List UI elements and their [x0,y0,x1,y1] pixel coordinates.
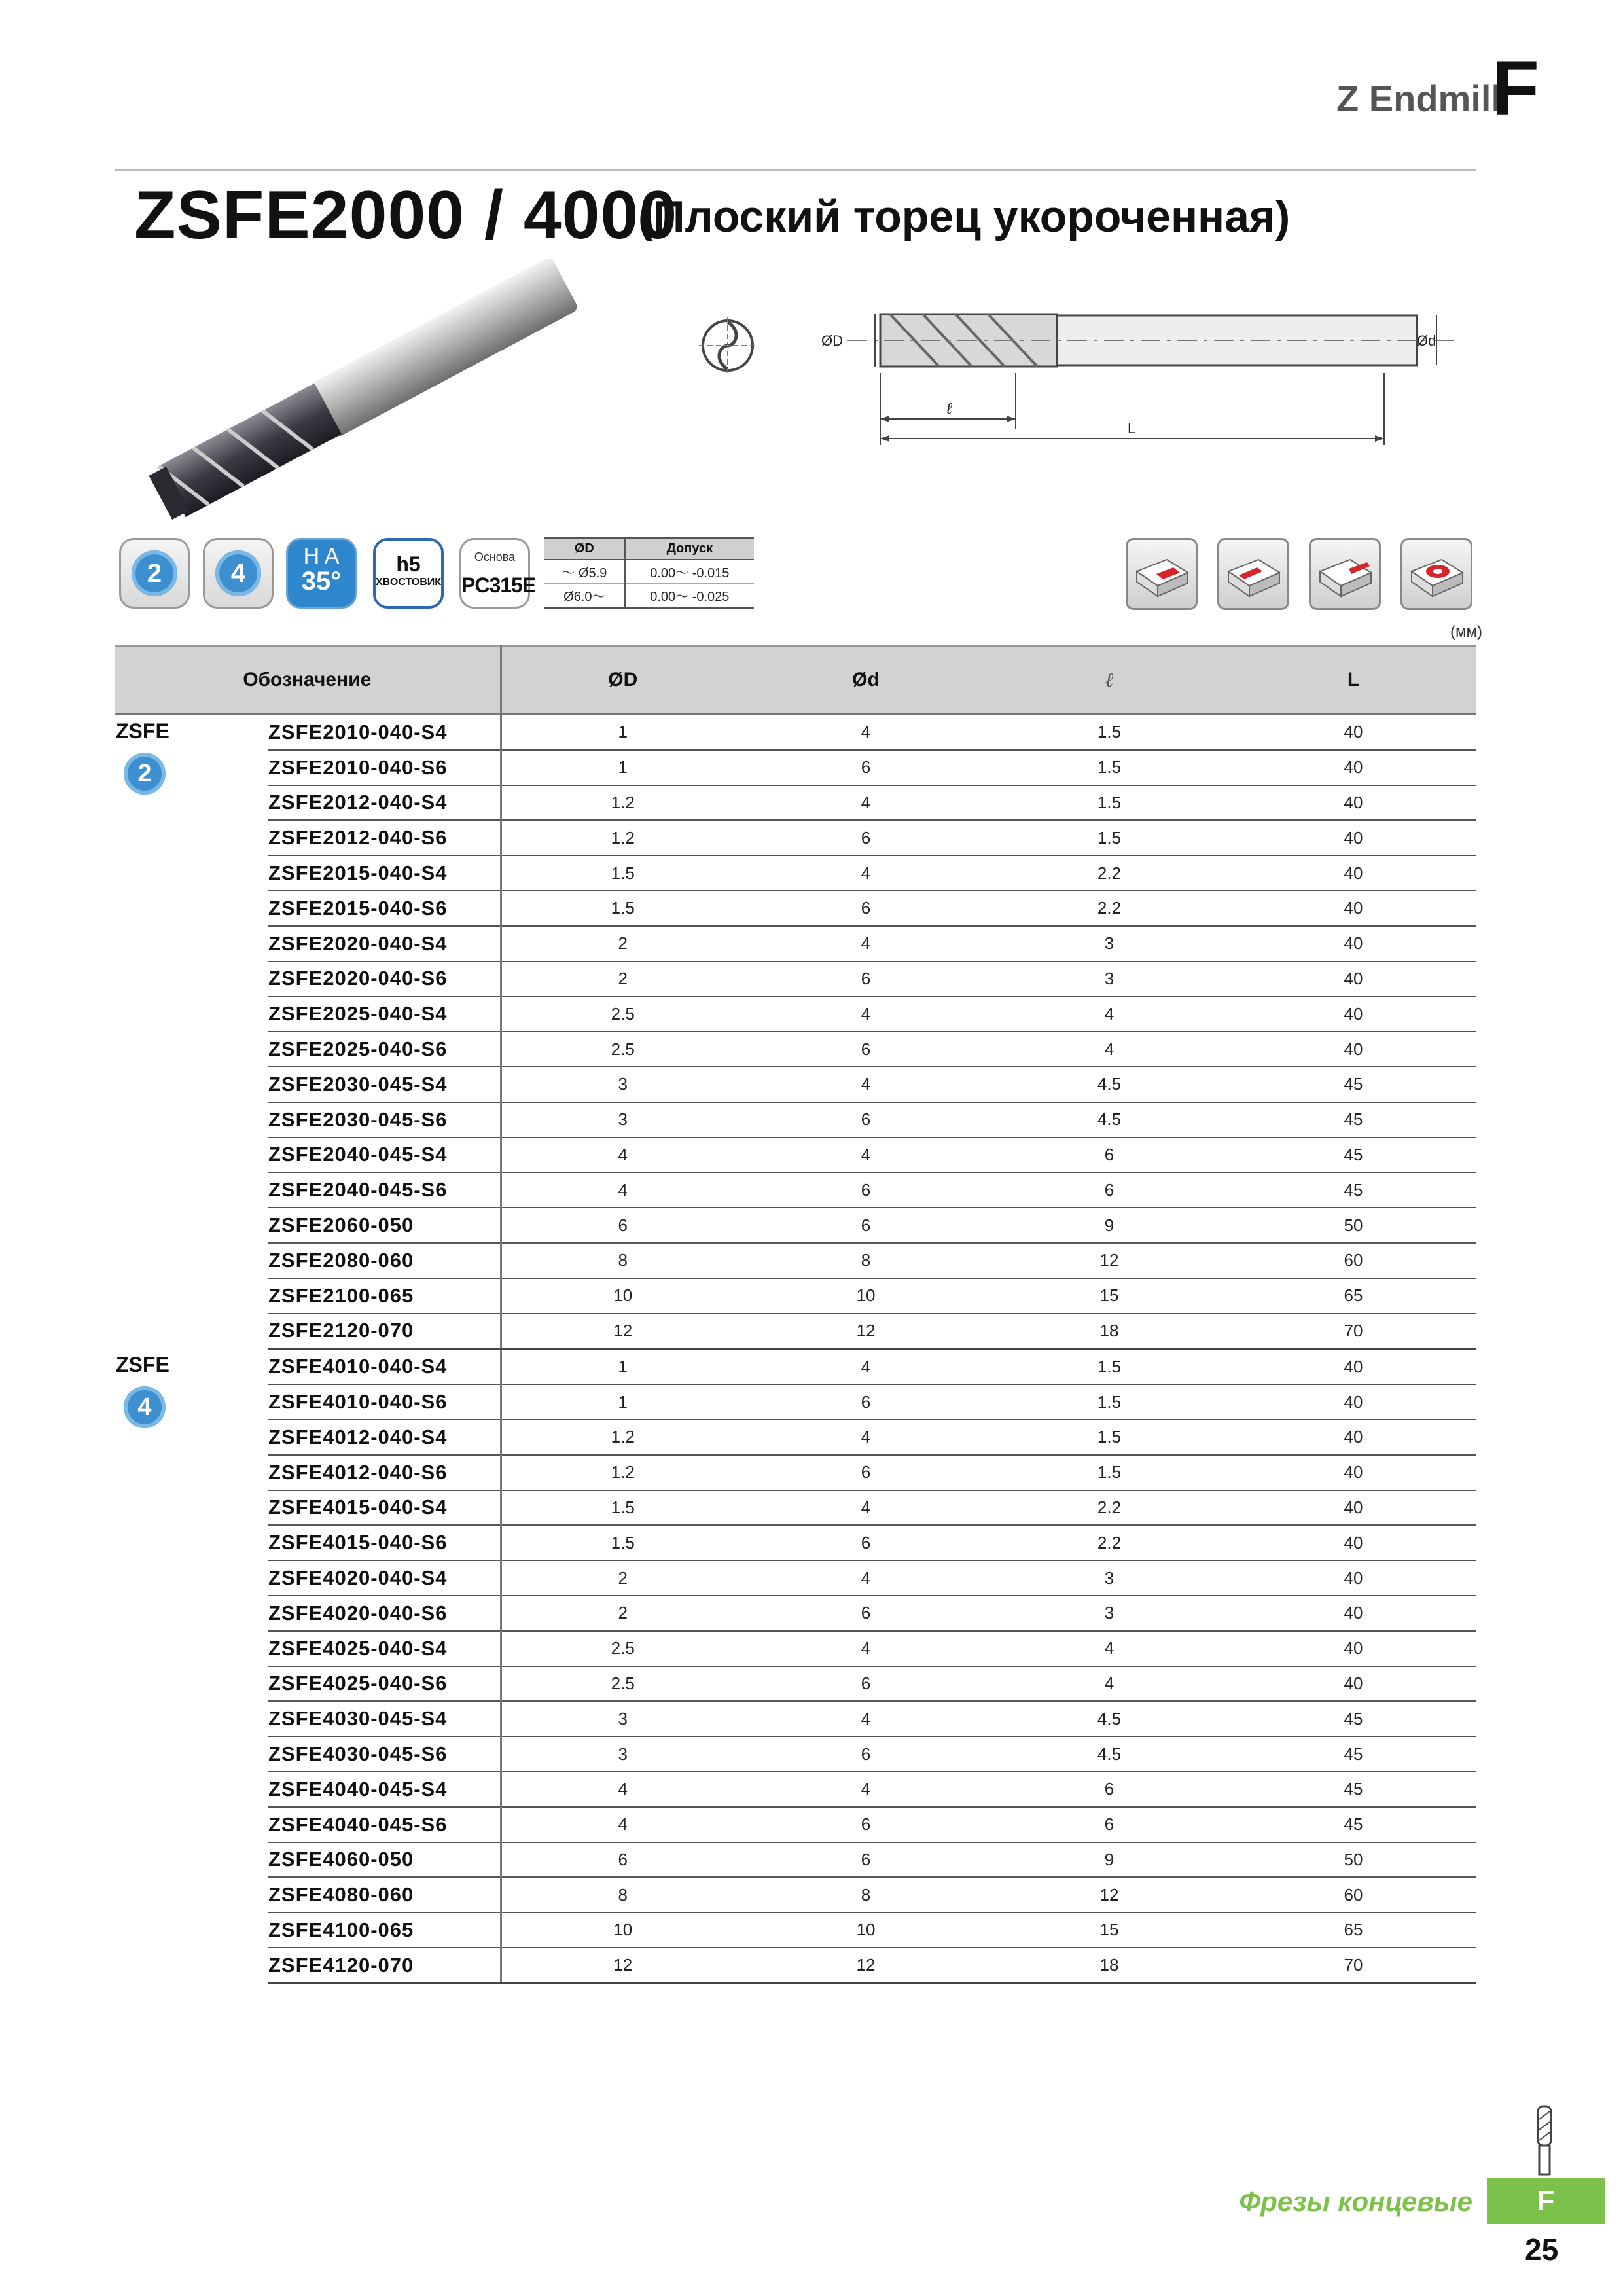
l-cell: 6 [988,1138,1231,1173]
l-cell: 18 [988,1948,1231,1983]
D-cell: 1.5 [501,1490,744,1526]
table-row [115,1948,1476,1983]
L-cell: 65 [1231,1278,1476,1314]
designation-cell: ZSFE4025-040-S4 [268,1631,501,1666]
designation-cell: ZSFE2040-045-S6 [268,1172,501,1208]
designation-cell: ZSFE4060-050 [268,1842,501,1878]
table-row [115,1772,1476,1807]
D-cell: 1.2 [501,820,744,855]
l-cell: 1.5 [988,1349,1231,1384]
l-cell: 6 [988,1807,1231,1842]
d-cell: 4 [744,1772,988,1807]
table-row [115,715,1476,750]
group-label [115,715,268,1349]
d-cell: 6 [744,961,988,997]
l-cell: 2.2 [988,891,1231,926]
designation-cell: ZSFE2030-045-S4 [268,1067,501,1102]
D-cell: 1.2 [501,1420,744,1455]
designation-cell: ZSFE2080-060 [268,1243,501,1278]
designation-cell: ZSFE2020-040-S6 [268,961,501,997]
table-row [115,1455,1476,1490]
D-cell: 1.5 [501,1525,744,1560]
D-cell: 1.5 [501,855,744,891]
table-row [115,996,1476,1031]
pocket-milling-icon [1400,538,1472,610]
l-cell: 4.5 [988,1701,1231,1736]
L-cell: 60 [1231,1243,1476,1278]
L-cell: 45 [1231,1772,1476,1807]
d-cell: 6 [744,1842,988,1878]
l-cell: 4 [988,996,1231,1031]
D-cell: 2.5 [501,1666,744,1702]
label-d: Ød [1417,332,1436,349]
d-cell: 8 [744,1243,988,1278]
L-cell: 40 [1231,1420,1476,1455]
product-subtitle: (Плоский торец укороченная) [638,192,1291,242]
D-cell: 12 [501,1314,744,1349]
designation-cell: ZSFE4010-040-S4 [268,1349,501,1384]
designation-cell: ZSFE4015-040-S6 [268,1525,501,1560]
tolerance-table: ØD Допуск ～ Ø5.9 0.00～ -0.015 Ø6.0～ 0.00～ -0.025 [544,537,754,609]
d-cell: 6 [744,1736,988,1772]
group-label [115,1349,268,1983]
l-cell: 4 [988,1631,1231,1666]
L-cell: 40 [1231,961,1476,997]
group-name: ZSFE [116,1352,169,1376]
L-cell: 65 [1231,1912,1476,1948]
L-cell: 50 [1231,1842,1476,1878]
designation-cell: ZSFE2015-040-S6 [268,891,501,926]
l-cell: 4 [988,1666,1231,1702]
label-D: ØD [821,332,843,349]
D-cell: 4 [501,1138,744,1173]
L-cell: 40 [1231,1031,1476,1067]
d-cell: 4 [744,855,988,891]
D-cell: 10 [501,1278,744,1314]
designation-cell: ZSFE4030-045-S4 [268,1701,501,1736]
d-cell: 6 [744,1455,988,1490]
l-cell: 12 [988,1877,1231,1912]
D-cell: 2 [501,926,744,961]
D-cell: 8 [501,1243,744,1278]
endmill-thumbnail-icon [1525,2100,1564,2178]
flute-2-icon: 2 [119,538,190,609]
L-cell: 40 [1231,1560,1476,1596]
D-cell: 1 [501,750,744,785]
table-row [115,820,1476,855]
L-cell: 40 [1231,1490,1476,1526]
designation-cell: ZSFE4020-040-S4 [268,1560,501,1596]
L-cell: 45 [1231,1736,1476,1772]
d-cell: 4 [744,715,988,750]
d-cell: 6 [744,891,988,926]
header-divider [115,169,1476,171]
l-cell: 4 [988,1031,1231,1067]
l-cell: 3 [988,1596,1231,1631]
series-title: Z Endmill [1336,78,1501,119]
L-cell: 40 [1231,1666,1476,1702]
designation-cell: ZSFE2010-040-S4 [268,715,501,750]
d-cell: 4 [744,1631,988,1666]
d-cell: 4 [744,1138,988,1173]
designation-cell: ZSFE4025-040-S6 [268,1666,501,1702]
product-table [115,645,1476,1984]
table-row [115,750,1476,785]
table-row [115,1596,1476,1631]
slot-milling-icon [1217,538,1289,610]
table-row [115,1172,1476,1208]
table-row [115,1560,1476,1596]
col-D: ØD [501,646,744,715]
designation-cell: ZSFE4020-040-S6 [268,1596,501,1631]
designation-cell: ZSFE2060-050 [268,1208,501,1243]
col-designation: Обозначение [115,646,501,715]
L-cell: 40 [1231,715,1476,750]
d-cell: 10 [744,1912,988,1948]
D-cell: 1.2 [501,785,744,821]
endmill-photo [121,259,618,520]
l-cell: 15 [988,1278,1231,1314]
designation-cell: ZSFE4012-040-S4 [268,1420,501,1455]
l-cell: 3 [988,961,1231,997]
D-cell: 3 [501,1736,744,1772]
designation-cell: ZSFE2020-040-S4 [268,926,501,961]
L-cell: 70 [1231,1948,1476,1983]
D-cell: 1 [501,715,744,750]
designation-cell: ZSFE2040-045-S4 [268,1138,501,1173]
table-row [115,1736,1476,1772]
L-cell: 40 [1231,1525,1476,1560]
label-L: L [1128,420,1136,437]
table-row [115,855,1476,891]
D-cell: 12 [501,1948,744,1983]
designation-cell: ZSFE4120-070 [268,1948,501,1983]
tol-header-D: ØD [544,538,625,560]
page-number: 25 [1525,2233,1559,2267]
table-row [115,1102,1476,1138]
D-cell: 8 [501,1877,744,1912]
l-cell: 1.5 [988,750,1231,785]
D-cell: 1.5 [501,891,744,926]
designation-cell: ZSFE2030-045-S6 [268,1102,501,1138]
table-row [115,1701,1476,1736]
L-cell: 40 [1231,1349,1476,1384]
d-cell: 6 [744,1596,988,1631]
helix-angle-icon: H A 35° [286,538,357,609]
d-cell: 6 [744,820,988,855]
L-cell: 45 [1231,1701,1476,1736]
section-letter: F [1491,45,1539,132]
table-row [115,1420,1476,1455]
l-cell: 9 [988,1208,1231,1243]
tol-header-tol: Допуск [625,538,754,560]
D-cell: 3 [501,1102,744,1138]
table-row [115,1912,1476,1948]
designation-cell: ZSFE2015-040-S4 [268,855,501,891]
dimension-drawing [808,288,1476,458]
designation-cell: ZSFE4030-045-S6 [268,1736,501,1772]
D-cell: 2.5 [501,1031,744,1067]
l-cell: 1.5 [988,1384,1231,1420]
flute-count-icon: 4 [124,1386,166,1428]
D-cell: 6 [501,1208,744,1243]
l-cell: 2.2 [988,1490,1231,1526]
table-row [115,1842,1476,1878]
d-cell: 12 [744,1314,988,1349]
D-cell: 2 [501,1560,744,1596]
l-cell: 1.5 [988,1420,1231,1455]
table-row [115,1384,1476,1420]
cross-section-icon [695,313,760,378]
D-cell: 1 [501,1384,744,1420]
designation-cell: ZSFE2025-040-S4 [268,996,501,1031]
L-cell: 45 [1231,1807,1476,1842]
flute-count-icon: 2 [124,753,166,795]
l-cell: 9 [988,1842,1231,1878]
table-row [115,1243,1476,1278]
D-cell: 4 [501,1807,744,1842]
designation-cell: ZSFE2120-070 [268,1314,501,1349]
l-cell: 6 [988,1772,1231,1807]
d-cell: 4 [744,1067,988,1102]
designation-cell: ZSFE4080-060 [268,1877,501,1912]
D-cell: 2 [501,1596,744,1631]
d-cell: 4 [744,926,988,961]
L-cell: 70 [1231,1314,1476,1349]
col-l: ℓ [988,646,1231,715]
table-row [115,1525,1476,1560]
l-cell: 1.5 [988,1455,1231,1490]
base-grade-icon: Основа PC315E [459,538,530,609]
designation-cell: ZSFE2012-040-S6 [268,820,501,855]
designation-cell: ZSFE4100-065 [268,1912,501,1948]
d-cell: 4 [744,996,988,1031]
footer-category: Фрезы концевые [1239,2186,1472,2217]
table-row [115,961,1476,997]
L-cell: 45 [1231,1172,1476,1208]
table-row [115,926,1476,961]
designation-cell: ZSFE4010-040-S6 [268,1384,501,1420]
L-cell: 45 [1231,1138,1476,1173]
l-cell: 4.5 [988,1067,1231,1102]
label-l: ℓ [946,399,952,418]
L-cell: 40 [1231,1455,1476,1490]
l-cell: 2.2 [988,1525,1231,1560]
table-row [115,1490,1476,1526]
face-milling-icon [1126,538,1198,610]
table-row [115,1666,1476,1702]
D-cell: 2 [501,961,744,997]
D-cell: 1.2 [501,1455,744,1490]
D-cell: 3 [501,1701,744,1736]
d-cell: 6 [744,1031,988,1067]
table-row [115,1314,1476,1349]
d-cell: 4 [744,1490,988,1526]
designation-cell: ZSFE2012-040-S4 [268,785,501,821]
d-cell: 6 [744,1102,988,1138]
d-cell: 4 [744,1560,988,1596]
l-cell: 3 [988,926,1231,961]
d-cell: 6 [744,750,988,785]
designation-cell: ZSFE4012-040-S6 [268,1455,501,1490]
d-cell: 6 [744,1666,988,1702]
L-cell: 40 [1231,820,1476,855]
designation-cell: ZSFE2010-040-S6 [268,750,501,785]
d-cell: 6 [744,1807,988,1842]
D-cell: 10 [501,1912,744,1948]
l-cell: 1.5 [988,785,1231,821]
D-cell: 2.5 [501,1631,744,1666]
l-cell: 2.2 [988,855,1231,891]
L-cell: 60 [1231,1877,1476,1912]
l-cell: 1.5 [988,820,1231,855]
table-row [115,1349,1476,1384]
D-cell: 1 [501,1349,744,1384]
designation-cell: ZSFE4040-045-S6 [268,1807,501,1842]
l-cell: 4.5 [988,1736,1231,1772]
product-title: ZSFE2000 / 4000 [134,177,678,253]
l-cell: 12 [988,1243,1231,1278]
designation-cell: ZSFE4015-040-S4 [268,1490,501,1526]
group-name: ZSFE [116,719,169,743]
l-cell: 4.5 [988,1102,1231,1138]
L-cell: 45 [1231,1067,1476,1102]
col-d: Ød [744,646,988,715]
L-cell: 40 [1231,1384,1476,1420]
d-cell: 6 [744,1208,988,1243]
L-cell: 40 [1231,926,1476,961]
L-cell: 40 [1231,750,1476,785]
d-cell: 6 [744,1525,988,1560]
d-cell: 12 [744,1948,988,1983]
flute-4-icon: 4 [203,538,274,609]
side-milling-icon [1309,538,1381,610]
L-cell: 40 [1231,785,1476,821]
d-cell: 4 [744,1349,988,1384]
designation-cell: ZSFE2025-040-S6 [268,1031,501,1067]
table-row [115,891,1476,926]
D-cell: 2.5 [501,996,744,1031]
d-cell: 6 [744,1172,988,1208]
d-cell: 10 [744,1278,988,1314]
l-cell: 18 [988,1314,1231,1349]
l-cell: 6 [988,1172,1231,1208]
table-row [115,1208,1476,1243]
table-row [115,1278,1476,1314]
D-cell: 4 [501,1772,744,1807]
D-cell: 6 [501,1842,744,1878]
L-cell: 45 [1231,1102,1476,1138]
d-cell: 6 [744,1384,988,1420]
L-cell: 40 [1231,1631,1476,1666]
d-cell: 4 [744,1701,988,1736]
l-cell: 3 [988,1560,1231,1596]
table-row [115,1807,1476,1842]
table-row [115,1031,1476,1067]
table-row [115,1067,1476,1102]
l-cell: 15 [988,1912,1231,1948]
L-cell: 40 [1231,891,1476,926]
L-cell: 40 [1231,996,1476,1031]
d-cell: 4 [744,1420,988,1455]
designation-cell: ZSFE4040-045-S4 [268,1772,501,1807]
footer-section-tab: F [1487,2178,1605,2224]
shank-tolerance-icon: h5 ХВОСТОВИК [373,538,444,609]
D-cell: 4 [501,1172,744,1208]
table-row [115,1138,1476,1173]
designation-cell: ZSFE2100-065 [268,1278,501,1314]
L-cell: 50 [1231,1208,1476,1243]
table-row [115,785,1476,821]
units-label: (мм) [1450,623,1482,641]
l-cell: 1.5 [988,715,1231,750]
L-cell: 40 [1231,855,1476,891]
d-cell: 4 [744,785,988,821]
table-row [115,1631,1476,1666]
D-cell: 3 [501,1067,744,1102]
col-L: L [1231,646,1476,715]
table-row [115,1877,1476,1912]
d-cell: 8 [744,1877,988,1912]
L-cell: 40 [1231,1596,1476,1631]
